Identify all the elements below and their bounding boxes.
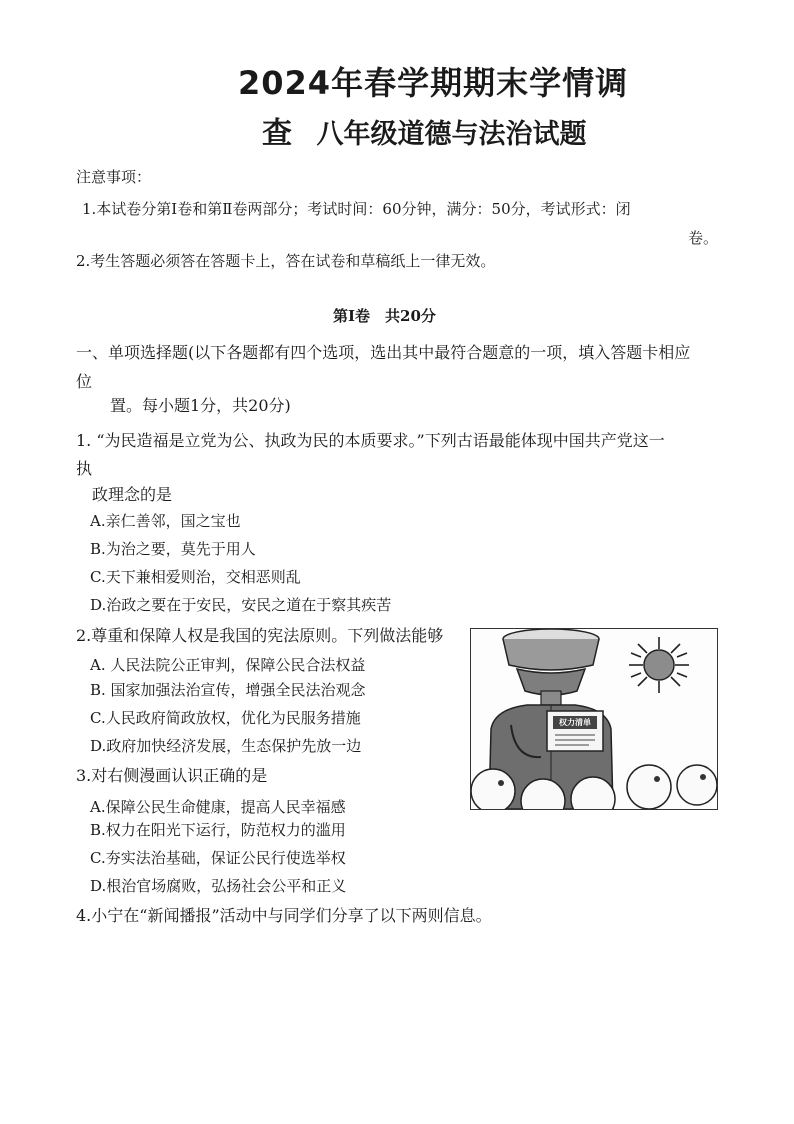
q3-option-d: D.根治官场腐败，弘扬社会公平和正义 xyxy=(90,877,347,895)
cartoon-sign-text: 权力清单 xyxy=(559,718,591,727)
q2-option-c: C.人民政府简政放权，优化为民服务措施 xyxy=(90,709,361,727)
cartoon-illustration xyxy=(470,628,718,810)
q2-stem: 2.尊重和保障人权是我国的宪法原则。下列做法能够 xyxy=(76,626,444,645)
q1-option-b: B.为治之要，莫先于用人 xyxy=(90,540,256,558)
page-title-line2 xyxy=(262,108,586,152)
q4-stem: 4.小宁在“新闻播报”活动中与同学们分享了以下两则信息。 xyxy=(76,906,492,925)
q3-stem: 3.对右侧漫画认识正确的是 xyxy=(76,766,268,785)
q1-stem-wrap: 执 xyxy=(76,459,93,478)
q1-option-c: C.天下兼相爱则治，交相恶则乱 xyxy=(90,568,301,586)
q1-option-a: A.亲仁善邻，国之宝也 xyxy=(90,512,241,530)
page-title-subject: 八年级道德与法治试题 xyxy=(316,119,587,150)
section-instruction-cont: 置。每小题1分，共20分) xyxy=(110,396,291,415)
notice-heading: 注意事项： xyxy=(76,168,152,186)
section-title: 第Ⅰ卷 共20分 xyxy=(333,307,436,325)
notice-item-1: 1.本试卷分第Ⅰ卷和第Ⅱ卷两部分；考试时间：60分钟，满分：50分，考试形式：闭 xyxy=(82,200,631,218)
notice-item-2: 2.考生答题必须答在答题卡上，答在试卷和草稿纸上一律无效。 xyxy=(76,252,496,270)
q3-option-a: A.保障公民生命健康，提高人民幸福感 xyxy=(90,798,346,816)
q2-option-a: A. 人民法院公正审判，保障公民合法权益 xyxy=(90,656,366,674)
q1-stem-cont: 政理念的是 xyxy=(92,485,173,504)
q1-stem: 1. “为民造福是立党为公、执政为民的本质要求。”下列古语最能体现中国共产党这一 xyxy=(76,431,665,450)
q3-option-b: B.权力在阳光下运行，防范权力的滥用 xyxy=(90,821,346,839)
q1-option-d: D.治政之要在于安民，安民之道在于察其疾苦 xyxy=(90,596,392,614)
notice-item-1-cont: 卷。 xyxy=(688,229,719,247)
section-instruction-wrap: 位 xyxy=(76,372,93,391)
section-instruction: 一、单项选择题(以下各题都有四个选项，选出其中最符合题意的一项，填入答题卡相应 xyxy=(76,343,691,362)
q2-option-d: D.政府加快经济发展，生态保护先放一边 xyxy=(90,737,362,755)
page-title-line1: 2024年春学期期末学情调 xyxy=(238,64,629,102)
q3-option-c: C.夯实法治基础，保证公民行使选举权 xyxy=(90,849,346,867)
page-title-char: 查 xyxy=(262,116,292,151)
q2-option-b: B. 国家加强法治宣传，增强全民法治观念 xyxy=(90,681,366,699)
